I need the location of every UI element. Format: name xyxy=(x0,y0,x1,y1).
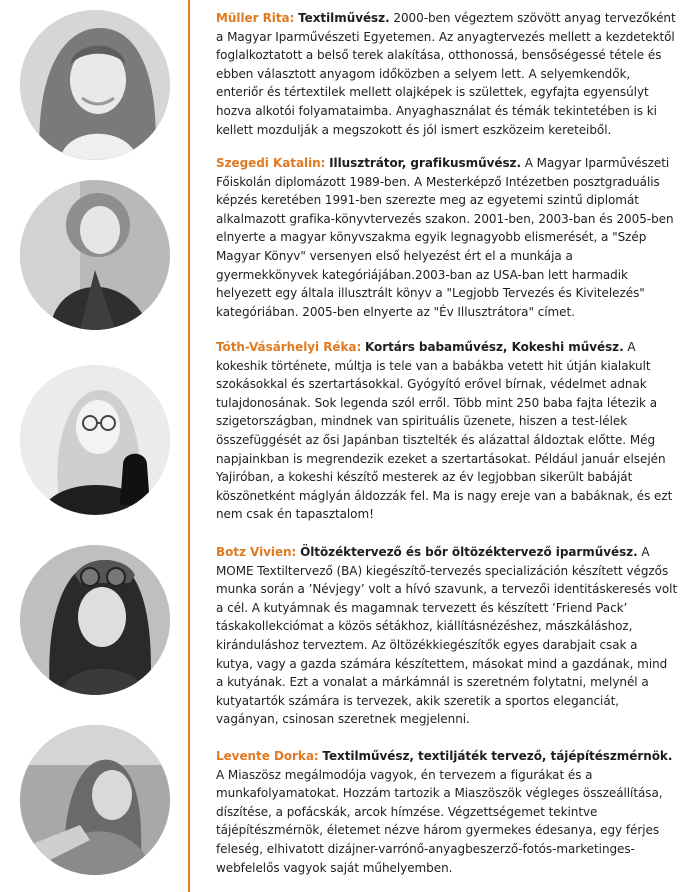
bio-role: Illusztrátor, grafikusművész. xyxy=(329,156,521,170)
bio-text: A MOME Textiltervező (BA) kiegészítő-tervezés specializáción készített végzős munka során a ’Névjegy’ volt a hívó szavunk, a tervezői identitáskeresés volt a cél. A kutyámnak és magamnak tervezett és készített ’Friend Pack’ táskakollekciómat a közös sétákhoz, kiállításnézéshez, mászkáláshoz, kiránduláshoz terveztem. Az öltözékkiegészítők egyes darabjait csak a kutya, vagy a gazda számára készítettem, másokat mind a gazdának, mind a kutyának. Ezt a vonalat a márkámnál is szeretném folytatni, melynél a kutyatartók számára is tervezek, akik szeretik a sportos eleganciát, vagányan, csinosan szeretnek megjelenni. xyxy=(216,545,678,727)
portrait-muller-rita xyxy=(20,10,170,160)
bio-text: A Miaszösz megálmodója vagyok, én tervezem a figurákat és a munkafolyamatokat. Hozzám tartozik a Miaszöszök végleges összeállítása, díszítése, a pofácskák, arcok hímzése. Végzettségemet tekintve tájépítészmérnök, életemet nézve három gyermekes édesanya, egy férjes feleség, elhivatott dizájner-varrónő-anyagbeszerző-fotós-marketinges-webfelelős vagyok saját műhelyemben. xyxy=(216,767,663,875)
bio-toth-vasarhelyi-reka xyxy=(216,338,678,524)
bio-name: Levente Dorka: xyxy=(216,749,319,763)
bio-muller-rita xyxy=(216,9,678,139)
bio-name: Tóth-Vásárhelyi Réka: xyxy=(216,340,362,354)
bio-levente-dorka xyxy=(216,747,678,877)
bio-role: Textilművész. xyxy=(298,11,390,25)
bio-text: A kokeshik története, múltja is tele van a babákba vetett hit útján kialakult szokásokkal és szertartásokkal. Gyógyító erővel bírnak, védelmet adnak tulajdonosának. Sok legenda szól erről. Több mint 250 baba fajta létezik a szigetországban, mindnek van spirituális üzenete, hiszen a test-lélek összefüggését az ősi Japánban tisztelték és alázattal áldoztak előtte. Még napjainkban is megrendezik ezeket a szertartásokat. Például január elsején Yajiróban, a kokeshi készítő mesterek az év legjobban sikerült babáját köszönetként máglyán áldozzák fel. Ma is nagy ereje van a babáknak, és ezt nem csak én tapasztalom! xyxy=(216,340,673,522)
bio-role: Öltözéktervező és bőr öltözéktervező iparművész. xyxy=(300,545,638,559)
bio-name: Müller Rita: xyxy=(216,11,295,25)
bio-name: Botz Vivien: xyxy=(216,545,297,559)
portrait-szegedi-katalin xyxy=(20,180,170,330)
bio-name: Szegedi Katalin: xyxy=(216,156,326,170)
bio-role: Textilművész, textiljáték tervező, tájépítészmérnök. xyxy=(322,749,673,763)
bio-role: Kortárs babaművész, Kokeshi művész. xyxy=(365,340,624,354)
portrait-levente-dorka xyxy=(20,725,170,875)
portrait-botz-vivien xyxy=(20,545,170,695)
portrait-toth-vasarhelyi-reka xyxy=(20,365,170,515)
bio-botz-vivien xyxy=(216,543,678,729)
orange-divider-line xyxy=(188,0,190,892)
bio-text: 2000-ben végeztem szövött anyag tervezőként a Magyar Iparművészeti Egyetemen. Az anyagtervezés mellett a kezdetektől foglalkoztatott a belső terek alakítása, otthonossá, bensőségessé tétele és ebben választott anyagom időközben a selyem lett. A selyemkendők, enteriőr és tértextilek mellett olajképek is születtek, egyfajta egyensúlyt hozva alkotói folyamataimba. Anyaghasználat és témák tekintetében is ki kellett mozdulják a megszokott és jól ismert eszközeim kereteiből. xyxy=(216,11,676,137)
bio-text: A Magyar Iparművészeti Főiskolán diplomázott 1989-ben. A Mesterképző Intézetben posztgraduális képzés keretében 1991-ben szerezte meg az egyetemi szintű diplomát alkalmazott grafika-könyvtervezés szakon. 2001-ben, 2003-ban és 2005-ben elnyerte a magyar könyvszakma egyik legnagyobb elismerését, a "Szép Magyar Könyv" versenyen első helyezést ért el a munkája a gyermekkönyvek kategóriájában.2003-ban az USA-ban lett harmadik helyezett egy általa illusztrált könyv a "Legjobb Tervezés és Kivitelezés" kategóriában. 2005-ben elnyerte az "Év Illusztrátora" címet. xyxy=(216,156,674,319)
bio-szegedi-katalin xyxy=(216,154,678,321)
